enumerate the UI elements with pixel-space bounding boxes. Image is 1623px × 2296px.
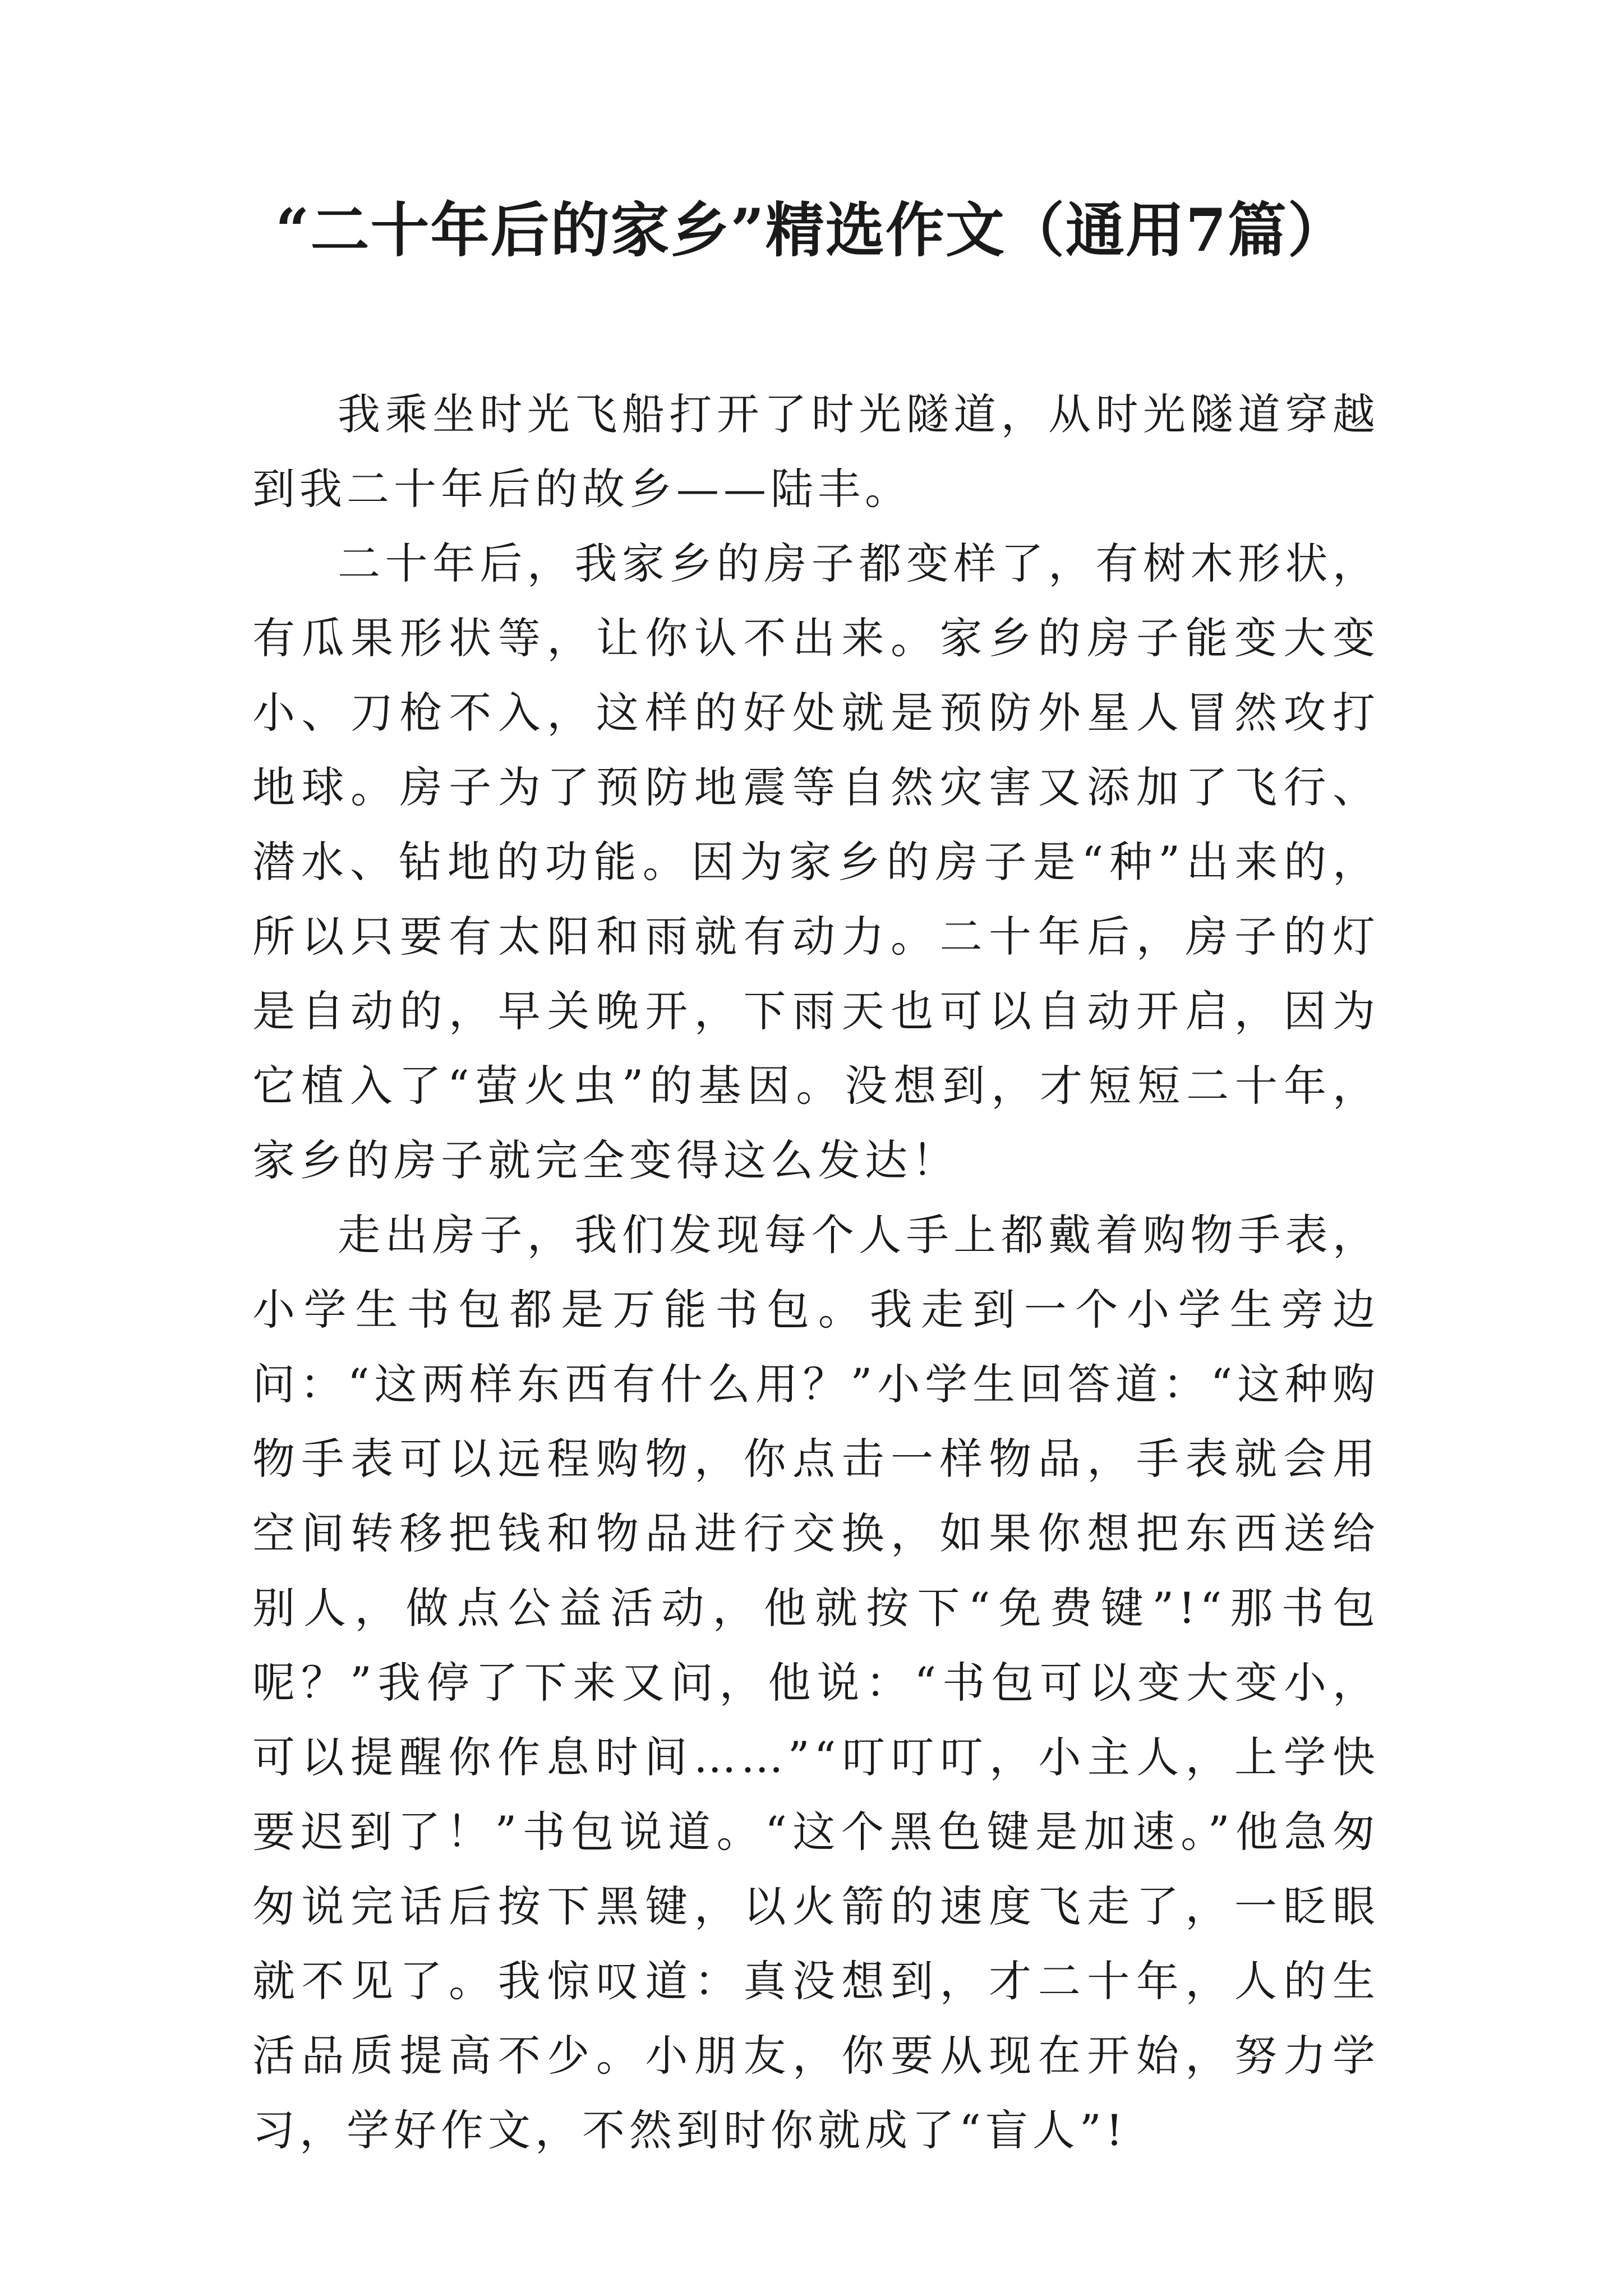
document-title: “二十年后的家乡”精选作文（通用7篇） [275,195,1348,265]
paragraph-1: 我乘坐时光飞船打开了时光隧道，从时光隧道穿越到我二十年后的故乡——陆丰。 [252,389,1380,514]
document-body [252,377,1380,2168]
paragraph-3: 走出房子，我们发现每个人手上都戴着购物手表，小学生书包都是万能书包。我走到一个小学生旁边问：“这两样东西有什么用？”小学生回答道：“这种购物手表可以远程购物，你点击一样物品，手表就会用空间转移把钱和物品进行交换，如果你想把东西送给别人，做点公益活动，他就按下“免费键”!“那书包呢？”我停了下来又问，他说：“书包可以变大变小，可以提醒你作息时间……”“叮叮叮，小主人，上学快要迟到了！”书包说道。“这个黑色键是加速。”他急匆匆说完话后按下黑键，以火箭的速度飞走了，一眨眼就不见了。我惊叹道：真没想到，才二十年，人的生活品质提高不少。小朋友，你要从现在开始，努力学习，学好作文，不然到时你就成了“盲人”! [252,1210,1380,2155]
paragraph-2: 二十年后，我家乡的房子都变样了，有树木形状，有瓜果形状等，让你认不出来。家乡的房子能变大变小、刀枪不入，这样的好处就是预防外星人冒然攻打地球。房子为了预防地震等自然灾害又添加了飞行、潜水、钻地的功能。因为家乡的房子是“种”出来的，所以只要有太阳和雨就有动力。二十年后，房子的灯是自动的，早关晚开，下雨天也可以自动开启，因为它植入了“萤火虫”的基因。没想到，才短短二十年，家乡的房子就完全变得这么发达！ [252,539,1380,1185]
